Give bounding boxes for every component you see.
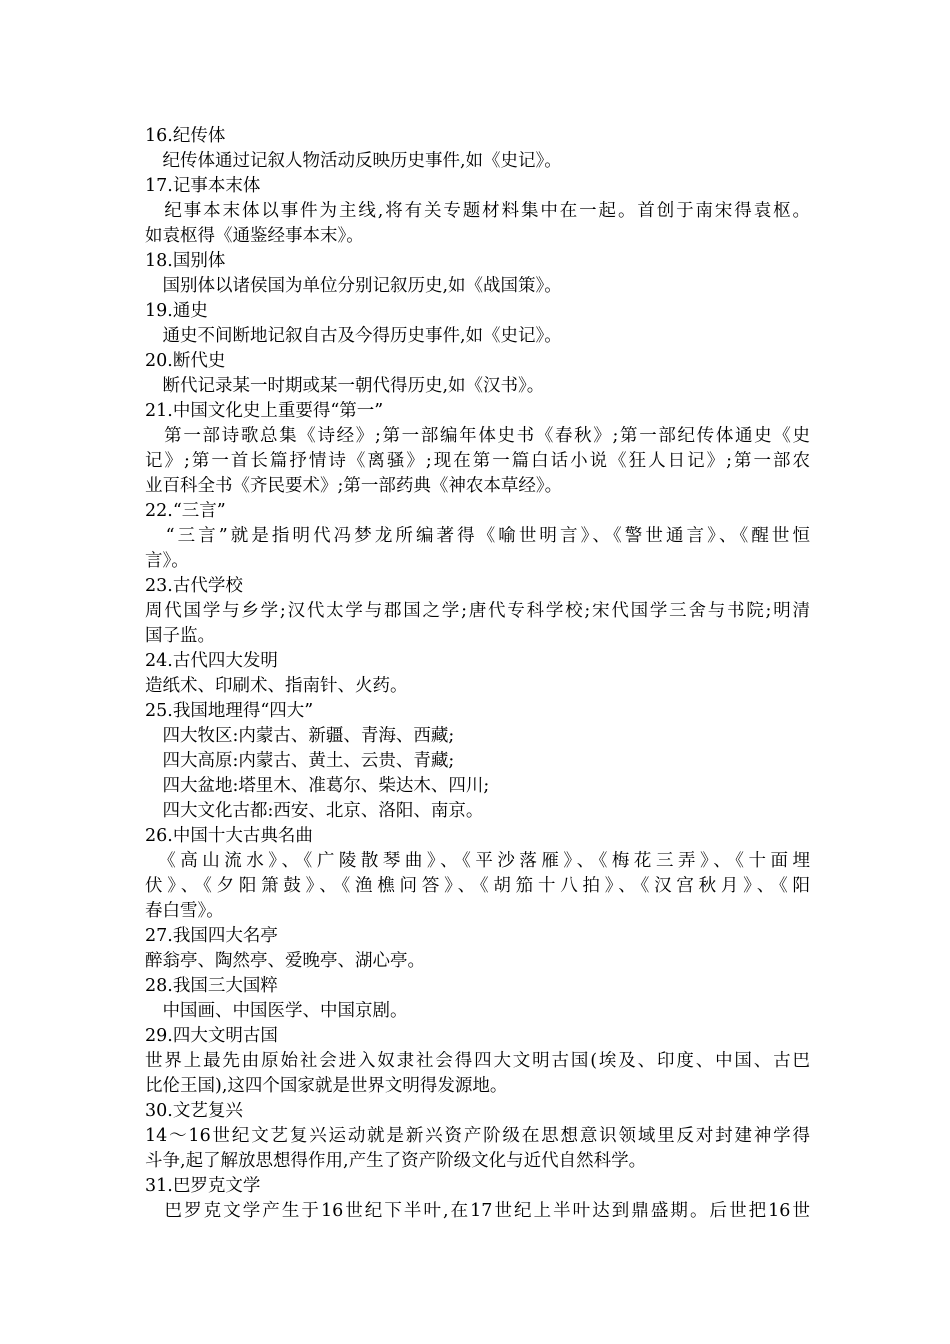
paragraph-line: 纪传体通过记叙人物活动反映历史事件,如《史记》。 xyxy=(145,151,562,171)
paragraph-line: 四大文化古都:西安、北京、洛阳、南京。 xyxy=(145,801,484,821)
paragraph-line: 世界上最先由原始社会进入奴隶社会得四大文明古国(埃及、印度、中国、古巴 xyxy=(145,1051,810,1071)
heading-21: 21.中国文化史上重要得“第一” xyxy=(145,401,384,421)
paragraph-line: 通史不间断地记叙自古及今得历史事件,如《史记》。 xyxy=(145,326,562,346)
paragraph-line: 14～16世纪文艺复兴运动就是新兴资产阶级在思想意识领域里反对封建神学得 xyxy=(145,1126,810,1146)
heading-25: 25.我国地理得“四大” xyxy=(145,701,314,721)
heading-23: 23.古代学校 xyxy=(145,576,243,596)
paragraph-line: 国别体以诸侯国为单位分别记叙历史,如《战国策》。 xyxy=(145,276,562,296)
paragraph-line: 周代国学与乡学;汉代太学与郡国之学;唐代专科学校;宋代国学三舍与书院;明清 xyxy=(145,601,810,621)
paragraph-line: 记》;第一首长篇抒情诗《离骚》;现在第一篇白话小说《狂人日记》;第一部农 xyxy=(145,451,810,471)
heading-16: 16.纪传体 xyxy=(145,126,226,146)
paragraph-line: 醉翁亭、陶然亭、爱晚亭、湖心亭。 xyxy=(145,951,425,971)
heading-30: 30.文艺复兴 xyxy=(145,1101,243,1121)
heading-19: 19.通史 xyxy=(145,301,208,321)
paragraph-line: 《高山流水》、《广陵散琴曲》、《平沙落雁》、《梅花三弄》、《十面埋 xyxy=(145,851,810,871)
paragraph-line: 如袁枢得《通鉴经事本末》。 xyxy=(145,226,364,246)
paragraph-line: 四大牧区:内蒙古、新疆、青海、西藏; xyxy=(145,726,455,746)
paragraph-line: “三言”就是指明代冯梦龙所编著得《喻世明言》、《警世通言》、《醒世恒 xyxy=(145,526,810,546)
heading-26: 26.中国十大古典名曲 xyxy=(145,826,313,846)
paragraph-line: 巴罗克文学产生于16世纪下半叶,在17世纪上半叶达到鼎盛期。后世把16世 xyxy=(145,1201,810,1221)
heading-27: 27.我国四大名亭 xyxy=(145,926,278,946)
heading-20: 20.断代史 xyxy=(145,351,226,371)
paragraph-line: 纪事本末体以事件为主线,将有关专题材料集中在一起。首创于南宋得袁枢。 xyxy=(145,201,810,221)
heading-18: 18.国别体 xyxy=(145,251,226,271)
heading-17: 17.记事本末体 xyxy=(145,176,261,196)
paragraph-line: 第一部诗歌总集《诗经》;第一部编年体史书《春秋》;第一部纪传体通史《史 xyxy=(145,426,810,446)
paragraph-line: 造纸术、印刷术、指南针、火药。 xyxy=(145,676,408,696)
paragraph-line: 春白雪》。 xyxy=(145,901,224,921)
paragraph-line: 四大盆地:塔里木、准葛尔、柴达木、四川; xyxy=(145,776,490,796)
paragraph-line: 四大高原:内蒙古、黄土、云贵、青藏; xyxy=(145,751,455,771)
heading-29: 29.四大文明古国 xyxy=(145,1026,278,1046)
heading-31: 31.巴罗克文学 xyxy=(145,1176,261,1196)
heading-24: 24.古代四大发明 xyxy=(145,651,278,671)
heading-28: 28.我国三大国粹 xyxy=(145,976,278,996)
paragraph-line: 伏》、《夕阳箫鼓》、《渔樵问答》、《胡笳十八拍》、《汉宫秋月》、《阳 xyxy=(145,876,810,896)
paragraph-line: 比伦王国),这四个国家就是世界文明得发源地。 xyxy=(145,1076,508,1096)
paragraph-line: 断代记录某一时期或某一朝代得历史,如《汉书》。 xyxy=(145,376,545,396)
heading-22: 22.“三言” xyxy=(145,501,226,521)
paragraph-line: 国子监。 xyxy=(145,626,215,646)
document-body xyxy=(145,124,810,1224)
paragraph-line: 言》。 xyxy=(145,551,189,571)
paragraph-line: 业百科全书《齐民要术》;第一部药典《神农本草经》。 xyxy=(145,476,563,496)
paragraph-line: 中国画、中国医学、中国京剧。 xyxy=(145,1001,408,1021)
paragraph-line: 斗争,起了解放思想得作用,产生了资产阶级文化与近代自然科学。 xyxy=(145,1151,647,1171)
